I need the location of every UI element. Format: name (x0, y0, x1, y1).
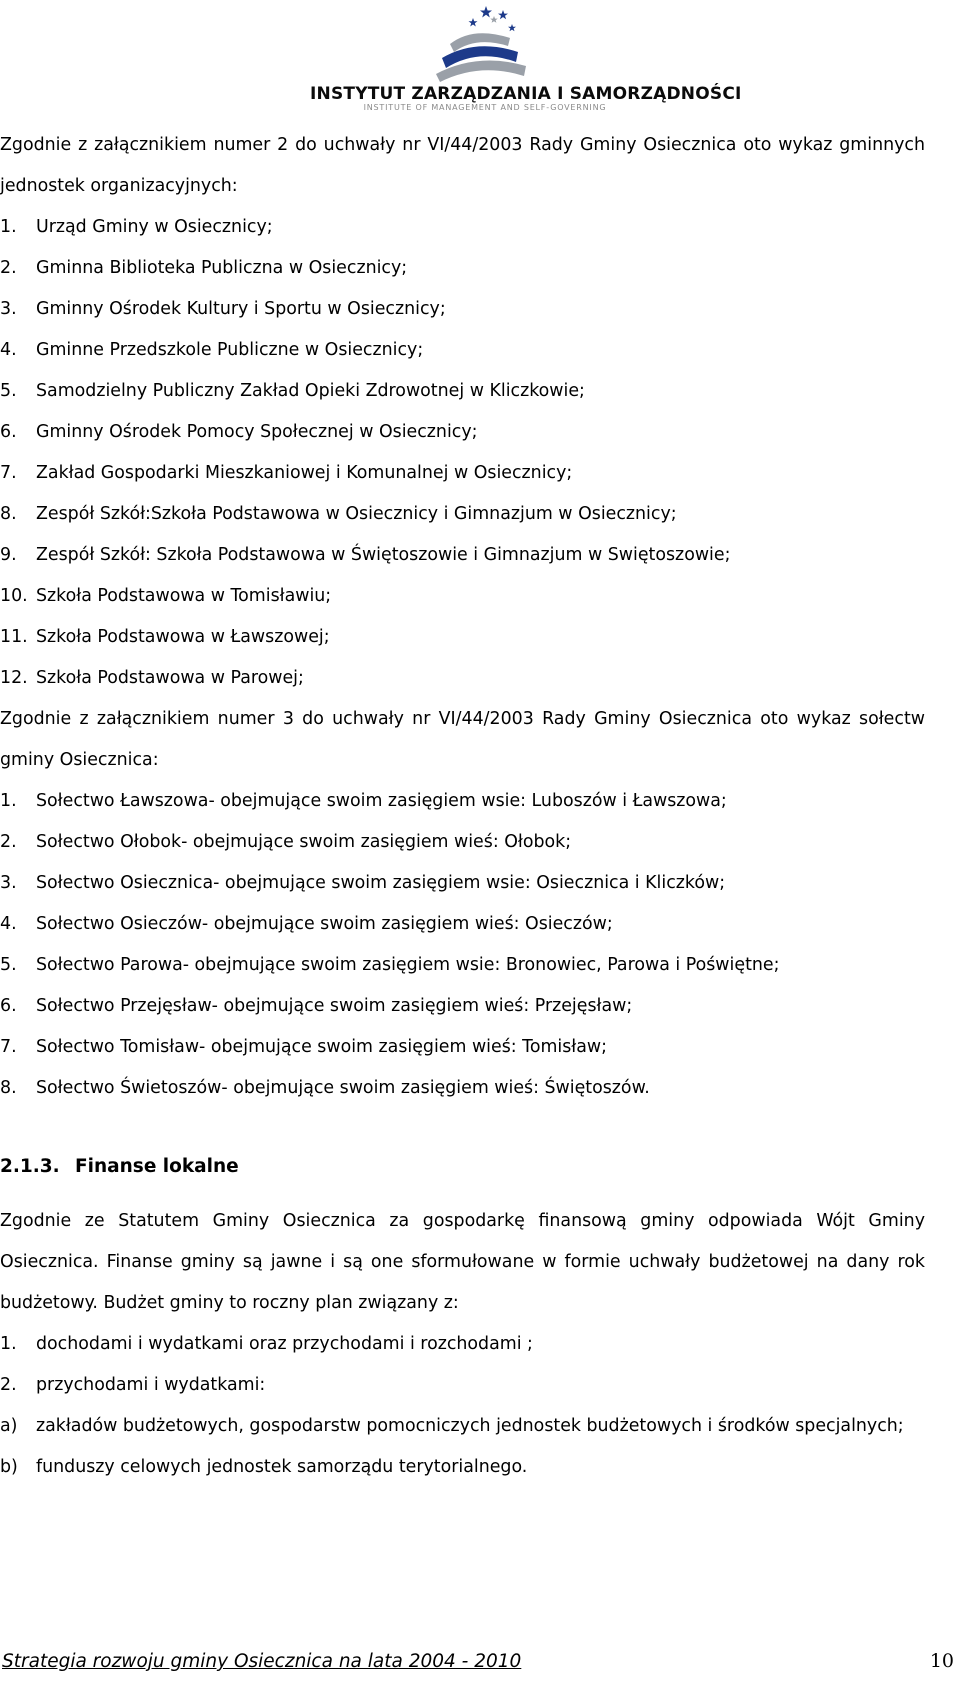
logo-name: INSTYTUT ZARZĄDZANIA I SAMORZĄDNOŚCI (310, 84, 742, 104)
list-item-text: przychodami i wydatkami: (36, 1375, 266, 1395)
list-item-text: Sołectwo Ławszowa- obejmujące swoim zasięgiem wsie: Luboszów i Ławszowa; (36, 791, 727, 811)
list-item-number: 11. (0, 627, 28, 647)
list-item (0, 617, 925, 658)
list-item-number: 1. (0, 791, 17, 811)
list-item (0, 1365, 925, 1406)
list-item-text: dochodami i wydatkami oraz przychodami i rozchodami ; (36, 1334, 533, 1354)
list-item (0, 945, 925, 986)
list-item-text: Sołectwo Tomisław- obejmujące swoim zasięgiem wieś: Tomisław; (36, 1037, 607, 1057)
list-item (0, 1447, 925, 1488)
list-item-text: Szkoła Podstawowa w Parowej; (36, 668, 304, 688)
page-number: 10 (929, 1650, 954, 1672)
list-item (0, 371, 925, 412)
list-item-text: Sołectwo Osiecznica- obejmujące swoim zasięgiem wsie: Osiecznica i Kliczków; (36, 873, 726, 893)
list-item-number: 4. (0, 914, 17, 934)
list-item-text: Gminna Biblioteka Publiczna w Osiecznicy; (36, 258, 408, 278)
list-item (0, 494, 925, 535)
list-item-number: 4. (0, 340, 17, 360)
list-item (0, 658, 925, 699)
list-item-text: Samodzielny Publiczny Zakład Opieki Zdrowotnej w Kliczkowie; (36, 381, 585, 401)
list-item (0, 822, 925, 863)
list-item-number: 7. (0, 463, 17, 483)
organizational-units-list (0, 207, 925, 699)
list-item-text: Szkoła Podstawowa w Tomisławiu; (36, 586, 332, 606)
list-item (0, 781, 925, 822)
list-item (0, 453, 925, 494)
section1-intro: Zgodnie z załącznikiem numer 2 do uchwały nr VI/44/2003 Rady Gminy Osiecznica oto wykaz gminnych jednostek organizacyjnych: (0, 135, 925, 196)
list-item-text: Sołectwo Ołobok- obejmujące swoim zasięgiem wieś: Ołobok; (36, 832, 572, 852)
list-item-number: 8. (0, 504, 17, 524)
list-item-text: Urząd Gminy w Osiecznicy; (36, 217, 273, 237)
footer-title: Strategia rozwoju gminy Osiecznica na lata 2004 - 2010 (2, 1651, 522, 1672)
list-item-number: 6. (0, 996, 17, 1016)
list-item-number: 5. (0, 955, 17, 975)
list-item (0, 207, 925, 248)
list-item-number: 1. (0, 217, 17, 237)
list-item-text: Zespół Szkół: Szkoła Podstawowa w Świętoszowie i Gimnazjum w Swiętoszowie; (36, 545, 731, 565)
list-item-text: Sołectwo Świetoszów- obejmujące swoim zasięgiem wieś: Świętoszów. (36, 1078, 650, 1098)
list-item-number: b) (0, 1457, 18, 1477)
list-item-text: Gminny Ośrodek Kultury i Sportu w Osiecznicy; (36, 299, 446, 319)
list-item-number: 6. (0, 422, 17, 442)
list-item-number: a) (0, 1416, 18, 1436)
list-item (0, 330, 925, 371)
list-item-text: funduszy celowych jednostek samorządu terytorialnego. (36, 1457, 528, 1477)
list-item (0, 576, 925, 617)
villages-list (0, 781, 925, 1109)
list-item (0, 904, 925, 945)
list-item-text: Sołectwo Osieczów- obejmujące swoim zasięgiem wieś: Osieczów; (36, 914, 613, 934)
section-heading (0, 1146, 925, 1187)
list-item (0, 535, 925, 576)
list-item-text: Zakład Gospodarki Mieszkaniowej i Komunalnej w Osiecznicy; (36, 463, 573, 483)
finance-paragraph: Zgodnie ze Statutem Gminy Osiecznica za gospodarkę finansową gminy odpowiada Wójt Gminy Osiecznica. Finanse gminy są jawne i są one sformułowane w formie uchwały budżetowej na dany rok budżetowy. Budżet gminy to roczny plan związany z: (0, 1211, 925, 1313)
list-item-text: Gminny Ośrodek Pomocy Społecznej w Osiecznicy; (36, 422, 478, 442)
list-item (0, 1068, 925, 1109)
list-item-number: 10. (0, 586, 28, 606)
list-item-number: 2. (0, 832, 17, 852)
list-item (0, 1406, 925, 1447)
list-item (0, 863, 925, 904)
institute-logo (290, 4, 742, 112)
list-item-text: Sołectwo Parowa- obejmujące swoim zasięgiem wsie: Bronowiec, Parowa i Poświętne; (36, 955, 780, 975)
list-item (0, 289, 925, 330)
list-item-number: 9. (0, 545, 17, 565)
section2-intro: Zgodnie z załącznikiem numer 3 do uchwały nr VI/44/2003 Rady Gminy Osiecznica oto wykaz sołectw gminy Osiecznica: (0, 709, 925, 770)
list-item-number: 8. (0, 1078, 17, 1098)
list-item (0, 412, 925, 453)
list-item (0, 1027, 925, 1068)
list-item-text: zakładów budżetowych, gospodarstw pomocniczych jednostek budżetowych i środków specjalnych; (36, 1416, 904, 1436)
list-item (0, 248, 925, 289)
list-item-number: 3. (0, 873, 17, 893)
document-body (0, 125, 925, 1488)
heading-title: Finanse lokalne (75, 1156, 239, 1177)
page-footer (0, 1650, 960, 1682)
list-item-text: Zespół Szkół:Szkoła Podstawowa w Osiecznicy i Gimnazjum w Osiecznicy; (36, 504, 677, 524)
list-item-number: 3. (0, 299, 17, 319)
list-item (0, 1324, 925, 1365)
heading-number: 2.1.3. (0, 1156, 60, 1177)
list-item-number: 2. (0, 1375, 17, 1395)
logo-subtitle: INSTITUTE OF MANAGEMENT AND SELF-GOVERNING (363, 103, 607, 112)
list-item-text: Szkoła Podstawowa w Ławszowej; (36, 627, 330, 647)
institute-star-logo-icon (428, 4, 538, 82)
finance-list (0, 1324, 925, 1488)
list-item-number: 1. (0, 1334, 17, 1354)
list-item (0, 986, 925, 1027)
list-item-number: 7. (0, 1037, 17, 1057)
list-item-number: 12. (0, 668, 28, 688)
list-item-number: 2. (0, 258, 17, 278)
list-item-number: 5. (0, 381, 17, 401)
list-item-text: Gminne Przedszkole Publiczne w Osiecznicy; (36, 340, 424, 360)
list-item-text: Sołectwo Przejęsław- obejmujące swoim zasięgiem wieś: Przejęsław; (36, 996, 633, 1016)
